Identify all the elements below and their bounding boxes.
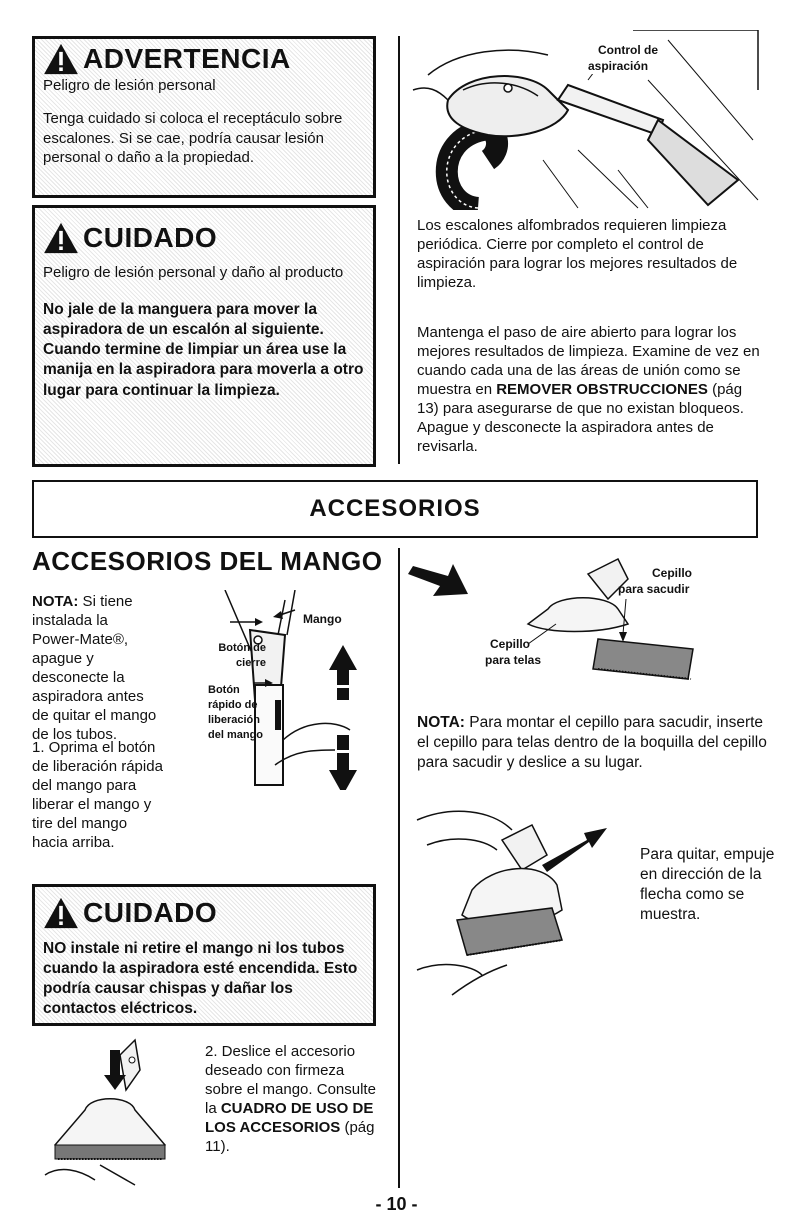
caution-box-electrical [32, 884, 376, 1026]
label-suction-control-2: aspiración [588, 59, 649, 73]
step-2 [205, 1042, 385, 1156]
label-boton-rapido-2: rápido de [208, 698, 258, 711]
brush-note-text: Para montar el cepillo para sacudir, inserte el cepillo para telas dentro de la boquilla del cepillo para sacudir y deslice a su lugar. [417, 714, 767, 772]
label-boton-rapido-1: Botón [208, 684, 240, 696]
label-boton-rapido-3: liberación [208, 713, 260, 726]
dusting-brush-illustration [40, 1035, 180, 1190]
label-boton-cierre [206, 641, 266, 671]
caution-title-row [43, 222, 367, 254]
label-dusting-brush-1: Cepillo [652, 566, 693, 580]
warning-icon [43, 43, 79, 75]
label-dusting-brush-2: para sacudir [618, 582, 690, 597]
accessory-chart-reference: CUADRO DE USO DE LOS ACCESORIOS [205, 1100, 374, 1137]
obstructions-reference: REMOVER OBSTRUCCIONES [496, 381, 708, 399]
caution-box-handling [32, 205, 376, 467]
label-boton-cierre-2: cierre [236, 656, 266, 669]
caution-body: No jale de la manguera para mover la aspiradora de un escalón al siguiente. Cuando termine de limpiar un área use la manija en la aspiradora para moverla a otro lugar para continuar la limpieza. [43, 301, 364, 399]
caution-title: CUIDADO [83, 222, 218, 253]
airflow-text-a: Mantenga el paso de aire abierto para lograr los mejores resultados de limpieza. Examine de vez en cuando cada una de las áreas de unión como se muestra en [417, 324, 760, 399]
warning-icon [43, 222, 79, 254]
brush-assembly-illustration [408, 554, 760, 684]
step-1: 1. Oprima el botón de liberación rápida del mango para liberar el mango y tire del mango hacia arriba. [32, 739, 163, 852]
label-boton-rapido [208, 683, 268, 742]
brush-note-label: NOTA: [417, 714, 465, 731]
label-boton-rapido-4: del mango [208, 728, 264, 741]
warning-title: ADVERTENCIA [83, 43, 291, 74]
warning-icon [43, 897, 79, 929]
warning-title-row [43, 43, 367, 75]
handle-note-label: NOTA: [32, 593, 79, 610]
label-fabric-brush-2: para telas [485, 653, 542, 668]
caution-subtitle: Peligro de lesión personal y daño al producto [43, 264, 344, 281]
suction-control-illustration [408, 30, 760, 210]
stairs-paragraph: Los escalones alfombrados requieren limpieza periódica. Cierre por completo el control de aspiración para lograr los mejores resultados de limpieza. [417, 217, 738, 292]
step-2-text-a: 2. Deslice el accesorio deseado con firmeza sobre el mango. Consulte la [205, 1043, 376, 1118]
brush-note [417, 713, 767, 773]
warning-box [32, 36, 376, 198]
airflow-paragraph [417, 323, 762, 456]
remove-note: Para quitar, empuje en dirección de la flecha como se muestra. [640, 846, 775, 924]
caution-2-body: NO instale ni retire el mango ni los tubos cuando la aspiradora esté encendida. Esto podría causar chispas y dañar los contactos eléctricos. [43, 940, 358, 1018]
handle-note-text: Si tiene instalada la Power-Mate®, apague y desconecte la aspiradora antes de quitar el mango de los tubos. [32, 593, 157, 744]
column-divider-bottom [398, 548, 400, 1188]
label-boton-cierre-1: Botón de [218, 642, 266, 654]
warning-subtitle: Peligro de lesión personal [43, 77, 216, 94]
page-number: - 10 - [375, 1194, 418, 1214]
label-fabric-brush [485, 636, 541, 668]
caution-2-title-row [43, 897, 367, 929]
handle-section-heading: ACCESORIOS DEL MANGO [32, 546, 383, 576]
column-divider-top [398, 36, 400, 464]
label-mango: Mango [303, 612, 342, 626]
brush-removal-illustration [412, 800, 622, 1000]
section-title: ACCESORIOS [309, 495, 481, 522]
step-2-text-b: (pág 11). [205, 1119, 375, 1156]
handle-note [32, 592, 157, 744]
airflow-text-b: (pág 13) para asegurarse de que no existan bloqueos. Apague y desconecte la aspiradora antes de revisarla. [417, 381, 744, 456]
caution-2-title: CUIDADO [83, 897, 218, 928]
section-title-bar [32, 480, 758, 538]
warning-body: Tenga cuidado si coloca el receptáculo sobre escalones. Si se cae, podría causar lesión personal o daño a la propiedad. [43, 110, 343, 166]
label-fabric-brush-1: Cepillo [490, 637, 531, 651]
label-suction-control-1: Control de [598, 43, 658, 57]
label-dusting-brush [612, 565, 692, 597]
